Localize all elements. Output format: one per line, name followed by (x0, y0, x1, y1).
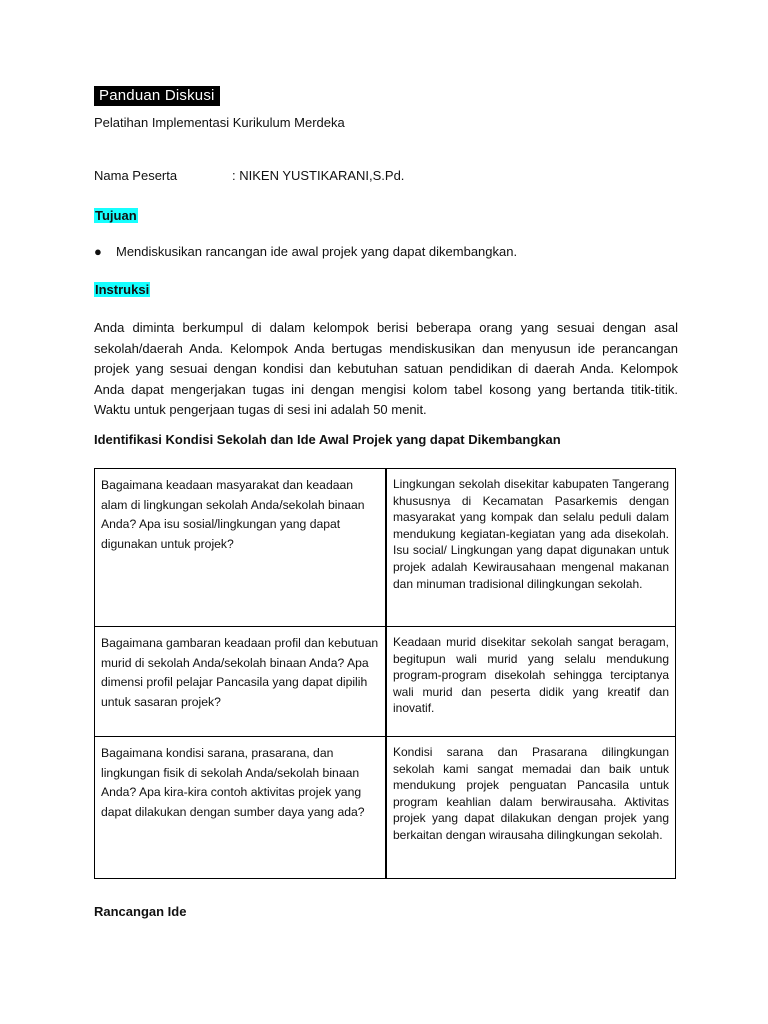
table-answer-cell[interactable]: Lingkungan sekolah disekitar kabupaten Tangerang khususnya di Kecamatan Pasarkemis dengan masyarakat yang kompak dan selalu peduli dalam mendukung kegiatan-kegiatan yang ada disekolah. Isu social/ Lingkungan yang dapat digunakan untuk projek adalah Kewirausahaan mengenal makanan dan minuman tradisional dilingkungan sekolah. (386, 469, 676, 627)
tujuan-heading-wrap (94, 207, 138, 225)
participant-value: : NIKEN YUSTIKARANI,S.Pd. (232, 168, 405, 183)
identification-table (94, 468, 676, 879)
tujuan-heading: Tujuan (95, 208, 137, 223)
rancangan-heading: Rancangan Ide (94, 904, 187, 919)
table-row (95, 737, 676, 879)
instruksi-heading: Instruksi (95, 282, 150, 297)
table-row (95, 627, 676, 737)
section-title: Identifikasi Kondisi Sekolah dan Ide Awal Projek yang dapat Dikembangkan (94, 432, 561, 447)
table-answer-cell[interactable]: Keadaan murid disekitar sekolah sangat beragam, begitupun wali murid yang selalu mendukung program-program disekolah sehingga terciptanya wali murid dan peserta didik yang kreatif dan inovatif. (386, 627, 676, 737)
document-title: Panduan Diskusi (94, 86, 220, 106)
table-row (95, 469, 676, 627)
instruksi-heading-wrap (94, 281, 150, 299)
table-answer-cell[interactable]: Kondisi sarana dan Prasarana dilingkungan sekolah kami sangat memadai dan baik untuk mendukung projek penguatan Pancasila untuk program keahlian dalam berwirausaha. Aktivitas projek yang dapat dilakukan dengan projek yang berkaitan dengan wirausaha dilingkungan sekolah. (386, 737, 676, 879)
tujuan-bullet-item (94, 244, 517, 259)
document-page (94, 86, 678, 919)
participant-label: Nama Peserta (94, 168, 178, 183)
table-question-cell: Bagaimana keadaan masyarakat dan keadaan alam di lingkungan sekolah Anda/sekolah binaan Anda? Apa isu sosial/lingkungan yang dapat digunakan untuk projek? (95, 469, 387, 627)
tujuan-bullet-text: Mendiskusikan rancangan ide awal projek yang dapat dikembangkan. (116, 244, 518, 259)
document-subtitle: Pelatihan Implementasi Kurikulum Merdeka (94, 115, 345, 130)
bullet-icon: ● (94, 244, 102, 259)
table-question-cell: Bagaimana gambaran keadaan profil dan kebutuan murid di sekolah Anda/sekolah binaan Anda? Apa dimensi profil pelajar Pancasila yang dapat dipilih untuk sasaran projek? (95, 627, 387, 737)
table-question-cell: Bagaimana kondisi sarana, prasarana, dan lingkungan fisik di sekolah Anda/sekolah binaan Anda? Apa kira-kira contoh aktivitas projek yang dapat dilakukan dengan sumber daya yang ada? (95, 737, 387, 879)
instruksi-paragraph: Anda diminta berkumpul di dalam kelompok berisi beberapa orang yang sesuai dengan asal sekolah/daerah Anda. Kelompok Anda bertugas mendiskusikan dan menyusun ide perancangan projek yang sesuai dengan kondisi dan kebutuhan satuan pendidikan di daerah Anda. Kelompok Anda dapat mengerjakan tugas ini dengan mengisi kolom tabel kosong yang bertanda titik-titik. Waktu untuk pengerjaan tugas di sesi ini adalah 50 menit. (94, 320, 678, 417)
participant-row (94, 168, 678, 183)
